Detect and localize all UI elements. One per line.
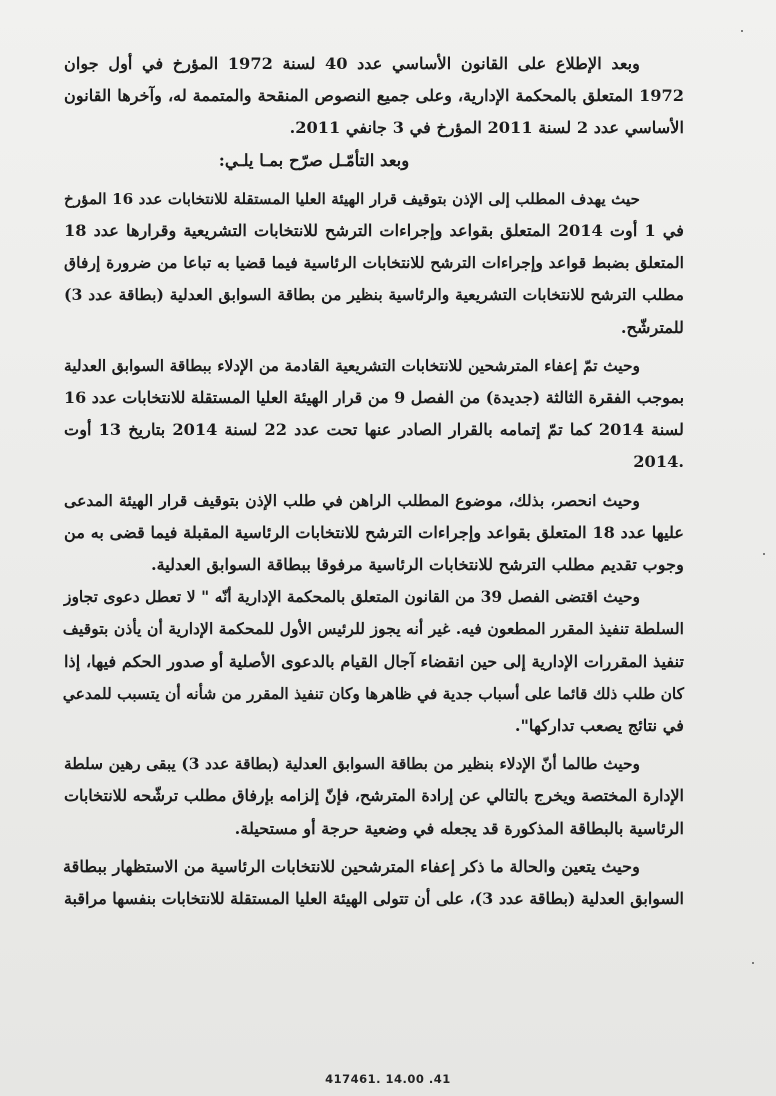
text-line: عليها عدد 18 المتعلق بقواعد وإجراءات الترشح للانتخابات الرئاسية المقبلة فيما قضى به من: [64, 522, 684, 542]
text-line: .2014: [633, 452, 684, 472]
text-line: في 1 أوت 2014 المتعلق بقواعد وإجراءات الترشح للانتخابات التشريعية وقرارها عدد 18: [64, 221, 684, 241]
text-line: السلطة تنفيذ المقرر المطعون فيه. غير أنه يجوز للرئيس الأول للمحكمة الإدارية أن يأذن بتوقيف: [62, 619, 684, 639]
text-line: للمترشّح.: [620, 317, 684, 337]
text-line: الإدارة المختصة ويخرج بالتالي عن إرادة المترشح، فإنّ إلزامه بإرفاق مطلب ترشّحه للانتخابات: [64, 786, 684, 806]
text-line: مطلب الترشح للانتخابات التشريعية والرئاسية بنظير من بطاقة السوابق العدلية (بطاقة عدد 3): [64, 285, 684, 305]
document-code: 417461. 14.00 .41: [325, 1072, 451, 1086]
scan-speck: [763, 553, 765, 555]
scan-speck: [741, 30, 743, 32]
text-line: كان طلب ذلك قائما على أسباب جدية في ظاهرها وكان تنفيذ المقرر من شأنه أن يتسبب للمدعي: [62, 683, 684, 703]
text-line: 1972 المتعلق بالمحكمة الإدارية، وعلى جميع النصوص المنقحة والمتممة له، وآخرها القانون: [64, 86, 684, 106]
text-line: الرئاسية بالبطاقة المذكورة قد يجعله في وضعية حرجة أو مستحيلة.: [234, 818, 684, 838]
section-heading: وبعد التأمّـل صرّح بمـا يلـي:: [218, 150, 410, 170]
text-line: السوابق العدلية (بطاقة عدد 3)، على أن تتولى الهيئة العليا المستقلة للانتخابات بنفسها مراقبة: [64, 889, 684, 909]
text-line: حيث يهدف المطلب إلى الإذن بتوقيف قرار الهيئة العليا المستقلة للانتخابات عدد 16 المؤرخ: [64, 189, 640, 208]
text-line: بموجب الفقرة الثالثة (جديدة) من الفصل 9 من قرار الهيئة العليا المستقلة للانتخابات عدد 16: [64, 388, 684, 408]
text-line: في نتائج يصعب تداركها".: [514, 716, 684, 736]
text-line: وحيث يتعين والحالة ما ذكر إعفاء المترشحين للانتخابات الرئاسية من الاستظهار ببطاقة: [62, 856, 640, 876]
text-line: لسنة 2014 كما تمّ إتمامه بالقرار الصادر عنها تحت عدد 22 لسنة 2014 بتاريخ 13 أوت: [64, 420, 684, 440]
text-line: وحيث انحصر، بذلك، موضوع المطلب الراهن في طلب الإذن بتوقيف قرار الهيئة المدعى: [64, 490, 640, 510]
scan-speck: [752, 962, 754, 964]
text-line: وحيث اقتضى الفصل 39 من القانون المتعلق بالمحكمة الإدارية أنّه " لا تعطل دعوى تجاوز: [64, 587, 640, 607]
text-line: وحيث تمّ إعفاء المترشحين للانتخابات التشريعية القادمة من الإدلاء ببطاقة السوابق العدلية: [64, 355, 640, 375]
text-line: الأساسي عدد 2 لسنة 2011 المؤرخ في 3 جانفي 2011.: [289, 118, 684, 138]
text-line: وبعد الإطلاع على القانون الأساسي عدد 40 لسنة 1972 المؤرخ في أول جوان: [64, 54, 640, 73]
text-line: تنفيذ المقررات الإدارية إلى حين انقضاء آجال القيام بالدعوى الأصلية أو صدور الحكم فيها، إذا: [64, 651, 684, 671]
text-line: المتعلق بضبط قواعد وإجراءات الترشح للانتخابات الرئاسية فيما قضيا به تباعا من ضرورة إرفاق: [64, 253, 684, 273]
document-body: [64, 48, 684, 915]
text-line: وحيث طالما أنّ الإدلاء بنظير من بطاقة السوابق العدلية (بطاقة عدد 3) يبقى رهين سلطة: [64, 754, 640, 774]
text-line: وجوب تقديم مطلب الترشح للانتخابات الرئاسية مرفوقا ببطاقة السوابق العدلية.: [150, 555, 684, 575]
